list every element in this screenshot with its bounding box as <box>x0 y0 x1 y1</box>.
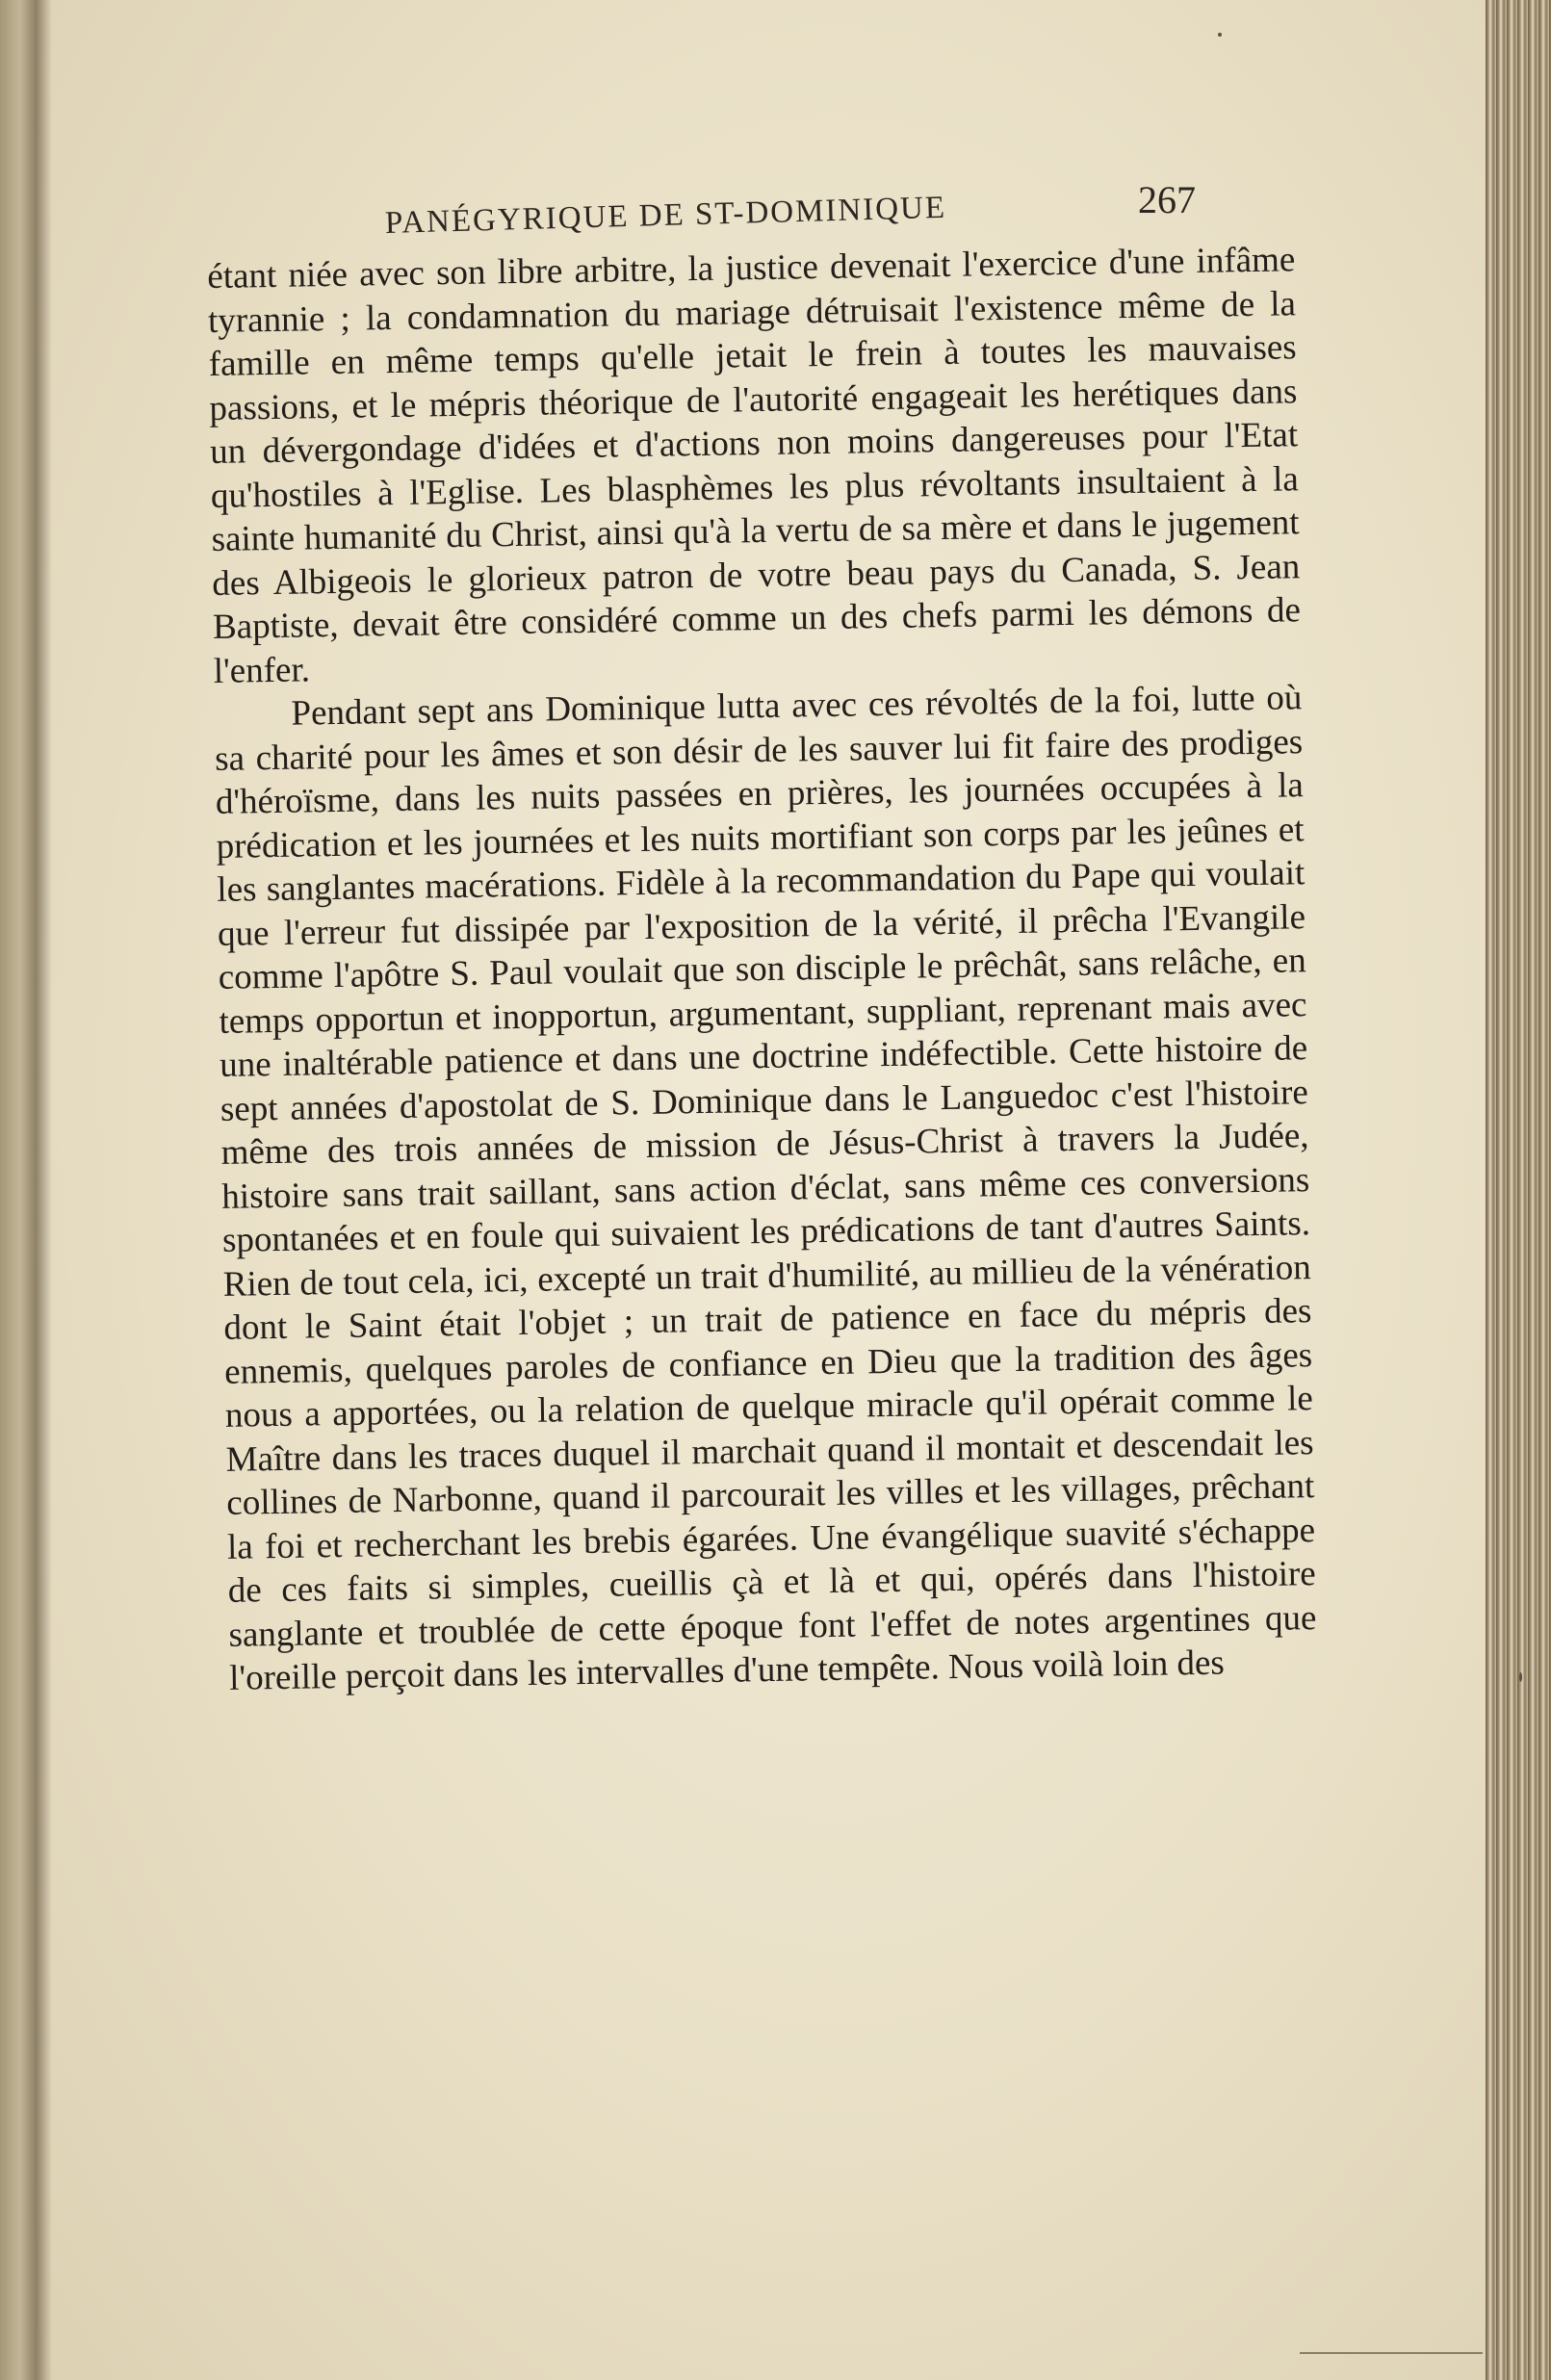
paragraph-2: Pendant sept ans Dominique lutta avec ces révoltés de la foi, lutte où sa charité pour les âmes et son désir de les sauver lui fit faire des prodiges d'héroïsme, dans les nuits passées en prières, les journées occupées à la prédication et les journées et les nuits mortifiant son corps par les jeûnes et les sanglantes macérations. Fidèle à la recommandation du Pape qui voulait que l'erreur fut dissipée par l'exposition de la vérité, il prêcha l'Evangile comme l'apôtre S. Paul voulait que son disciple le prêchât, sans relâche, en temps opportun et inopportun, argumentant, suppliant, reprenant mais avec une inaltérable patience et dans une doctrine indéfectible. Cette histoire de sept années d'apostolat de S. Dominique dans le Languedoc c'est l'histoire même des trois années de mission de Jésus-Christ à travers la Judée, histoire sans trait saillant, sans action d'éclat, sans même ces conversions spontanées et en foule qui suivaient les prédications de tant d'autres Saints. Rien de tout cela, ici, excepté un trait d'humilité, au millieu de la vénération dont le Saint était l'objet ; un trait de patience en face du mépris des ennemis, quelques paroles de confiance en Dieu que la tradition des âges nous a apportées, ou la relation de quelque miracle qu'il opérait comme le Maître dans les traces duquel il marchait quand il montait et descendait les collines de Narbonne, quand il parcourait les villes et les villages, prêchant la foi et recherchant les brebis égarées. Une évangélique suavité s'échappe de ces faits si simples, cueillis çà et là et qui, opérés dans l'histoire sanglante et troublée de cette époque font l'effet de notes argentines que l'oreille perçoit dans les intervalles d'une tempête. Nous voilà loin des <box>214 678 1317 1698</box>
page-stack-edge <box>1486 0 1551 2380</box>
gutter-shadow <box>37 0 52 2380</box>
paper-speck <box>1218 33 1222 37</box>
body-text <box>207 238 1317 1700</box>
book-left-edge <box>0 0 37 2380</box>
page-bottom-edge-line <box>1300 2352 1483 2354</box>
paragraph-1: étant niée avec son libre arbitre, la justice devenait l'exercice d'une infâme tyrannie ; la condamnation du mariage détruisait l'existence même de la famille en même temps qu'elle jetait le frein à toutes les mauvaises passions, et le mépris théorique de l'autorité engageait les herétiques dans un dévergondage d'idées et d'actions non moins dangereuses pour l'Etat qu'hostiles à l'Eglise. Les blasphèmes les plus révoltants insultaient à la sainte humanité du Christ, ainsi qu'à la vertu de sa mère et dans le jugement des Albigeois le glorieux patron de votre beau pays du Canada, S. Jean Baptiste, devait être considéré comme un des chefs parmi les démons de l'enfer. <box>207 240 1302 691</box>
page-number: 267 <box>1138 178 1196 221</box>
paper-speck <box>1519 1672 1522 1682</box>
running-head: PANÉGYRIQUE DE ST-DOMINIQUE <box>384 190 947 241</box>
